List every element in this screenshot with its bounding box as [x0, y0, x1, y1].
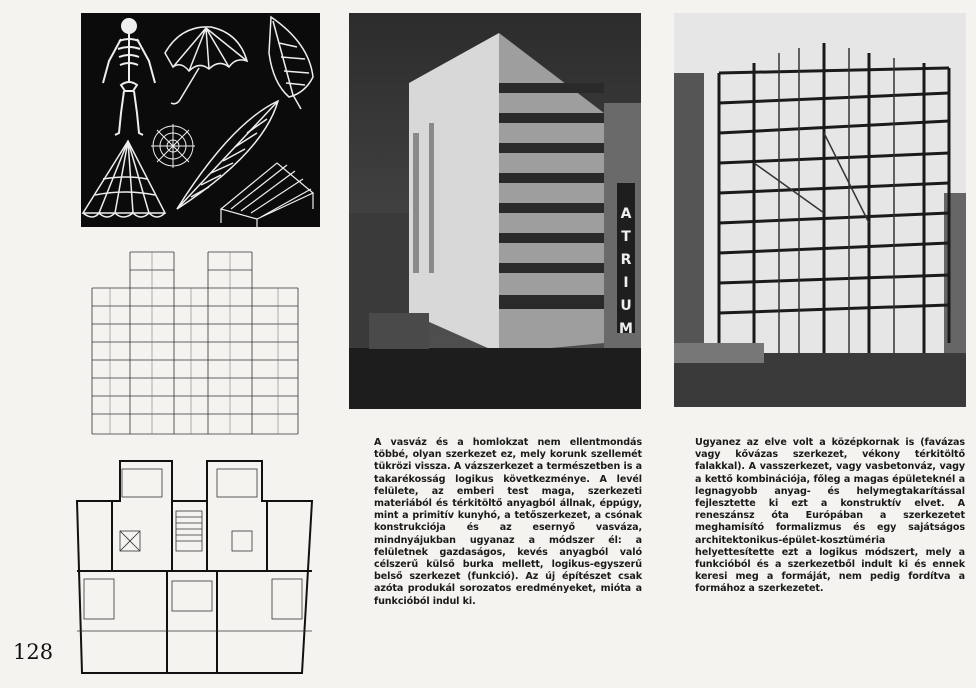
body-text-right-column — [695, 437, 965, 596]
svg-text:A: A — [620, 206, 632, 222]
svg-text:R: R — [620, 252, 632, 268]
body-text-left-column — [374, 437, 642, 608]
steel-frame-construction-photo — [674, 13, 966, 407]
svg-text:U: U — [620, 298, 632, 314]
atrium-building-photo — [349, 13, 641, 409]
paragraph-right: Ugyanez az elve volt a középkornak is (favázas vagy kővázas szerkezet, vékony térkitöltő falakkal). A vasszerkezet, vagy vasbetonváz, vagy a kettő kombinációja, főleg a magas épületeknél a legnagyobb anyag- és helymegtakarítással fejlesztette ki ezt a konstruktív elvet. A reneszánsz óta Európában a szerkezetet meghamisító formalizmus és egy sajátságos architektonikus-épület-kosztüméria helyettesítette ezt a logikus módszert, mely a funkcióból és a szerkezetből indult ki és ennek keresi meg a formáját, nem pedig fordítva a formához a szerkezetet. — [695, 437, 965, 595]
structures-collage-figure — [81, 13, 320, 227]
paragraph-left: A vasváz és a homlokzat nem ellentmondás többé, olyan szerkezet ez, mely korunk szellemét tükrözi vissza. A vázszerkezet a természetben is a takarékosság logikus következménye. A levél felülete, az emberi test maga, szerkezeti materiából és térkitöltő anyagból állnak, éppúgy, mint a primitív kunyhó, a tetőszerkezet, a csónak konstrukciója és az esernyő vasváza, mindnyájukban ugyanaz a módszer él: a felületnek gazdaságos, kevés anyagból való célszerű külső burka mellett, logikus-egyszerű belső szerkezet (funkció). Az új építészet csak azóta produkál sorozatos eredményeket, mióta a funkcióból indul ki. — [374, 437, 642, 607]
floor-plan-drawing — [72, 451, 319, 677]
svg-text:M: M — [619, 321, 633, 337]
structural-section-drawing — [82, 244, 308, 440]
svg-text:T: T — [621, 229, 631, 245]
spiderweb-icon — [151, 124, 195, 168]
svg-text:I: I — [623, 275, 629, 291]
page-number: 128 — [13, 640, 54, 664]
